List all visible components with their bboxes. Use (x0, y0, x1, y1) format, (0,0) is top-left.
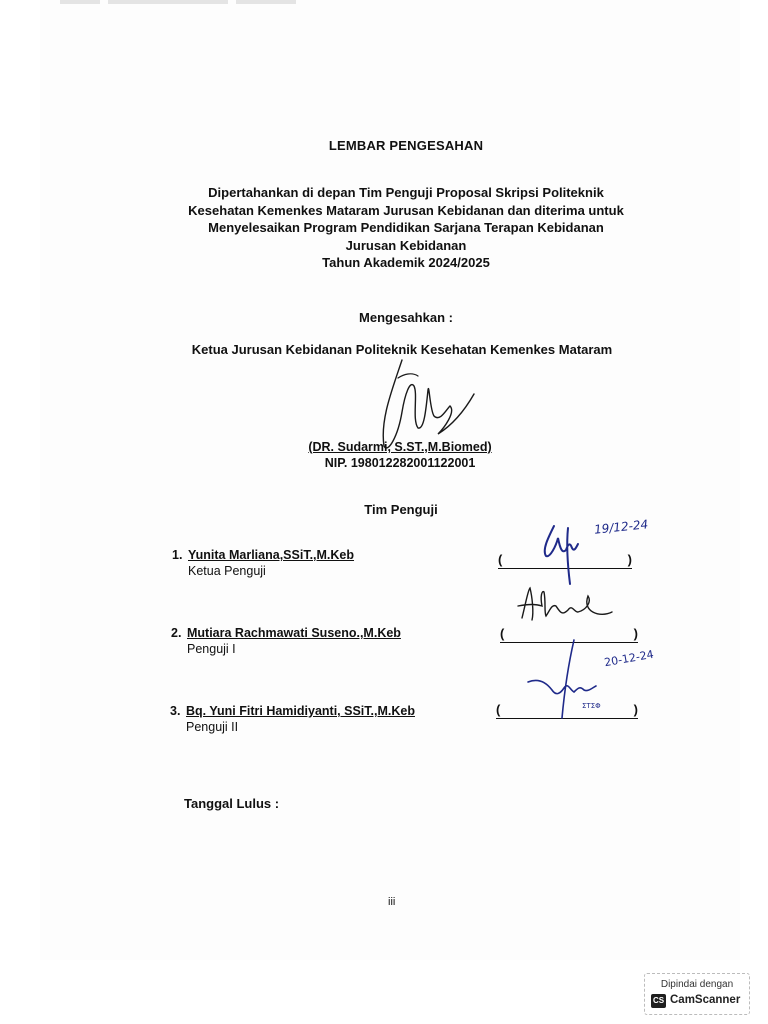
examiner-name: Yunita Marliana,SSiT.,M.Keb (188, 548, 355, 562)
approval-label: Mengesahkan : (359, 310, 453, 325)
department-head-position: Ketua Jurusan Kebidanan Politeknik Kesehatan Kemenkes Mataram (191, 342, 613, 357)
examiner-role: Penguji II (186, 720, 239, 734)
examiner-2-signature (512, 582, 622, 632)
examiner-name: Mutiara Rachmawati Suseno.,M.Keb (187, 626, 401, 640)
intro-line: Kesehatan Kemenkes Mataram Jurusan Kebidanan dan diterima untuk (188, 202, 624, 218)
intro-paragraph (0, 184, 768, 272)
department-head-name: (DR. Sudarmi, S.ST.,M.Biomed) (308, 440, 492, 454)
examiner-3-signature-date: 20-12-24 (603, 647, 655, 670)
svg-text:ΣΤΣΦ: ΣΤΣΦ (582, 702, 601, 710)
intro-line: Jurusan Kebidanan (345, 237, 467, 253)
examiner-3-signature-line: ( ) (496, 702, 638, 717)
graduation-date-label: Tanggal Lulus : (184, 796, 280, 811)
examiner-2-signature-line: ( ) (500, 626, 638, 641)
examiner-1-signature-date: 19/12-24 (593, 517, 649, 537)
examiner-number: 1. (172, 548, 183, 562)
page-number: iii (388, 896, 396, 908)
examiner-role: Penguji I (187, 642, 236, 656)
department-head-nip: NIP. 198012282001122001 (324, 456, 476, 470)
examiner-1-signature-line: ( ) (498, 552, 632, 567)
previous-page-bleed (60, 0, 420, 8)
examiner-number: 2. (171, 626, 182, 640)
examiner-name: Bq. Yuni Fitri Hamidiyanti, SSiT.,M.Keb (186, 704, 415, 718)
examiner-number: 3. (170, 704, 181, 718)
camscanner-badge (644, 973, 750, 1015)
intro-line: Dipertahankan di depan Tim Penguji Proposal Skripsi Politeknik (208, 185, 604, 200)
scanner-caption: Dipindai dengan (660, 979, 734, 990)
examiner-3-signature (524, 636, 614, 722)
examiners-title: Tim Penguji (364, 502, 438, 517)
scanner-brand: CamScanner (670, 994, 741, 1006)
intro-line: Menyelesaikan Program Pendidikan Sarjana Terapan Kebidanan (208, 220, 604, 235)
camscanner-logo-icon: CS (651, 994, 666, 1008)
examiner-role: Ketua Penguji (188, 564, 266, 578)
academic-year: Tahun Akademik 2024/2025 (322, 255, 490, 270)
document-title: LEMBAR PENGESAHAN (328, 138, 484, 153)
